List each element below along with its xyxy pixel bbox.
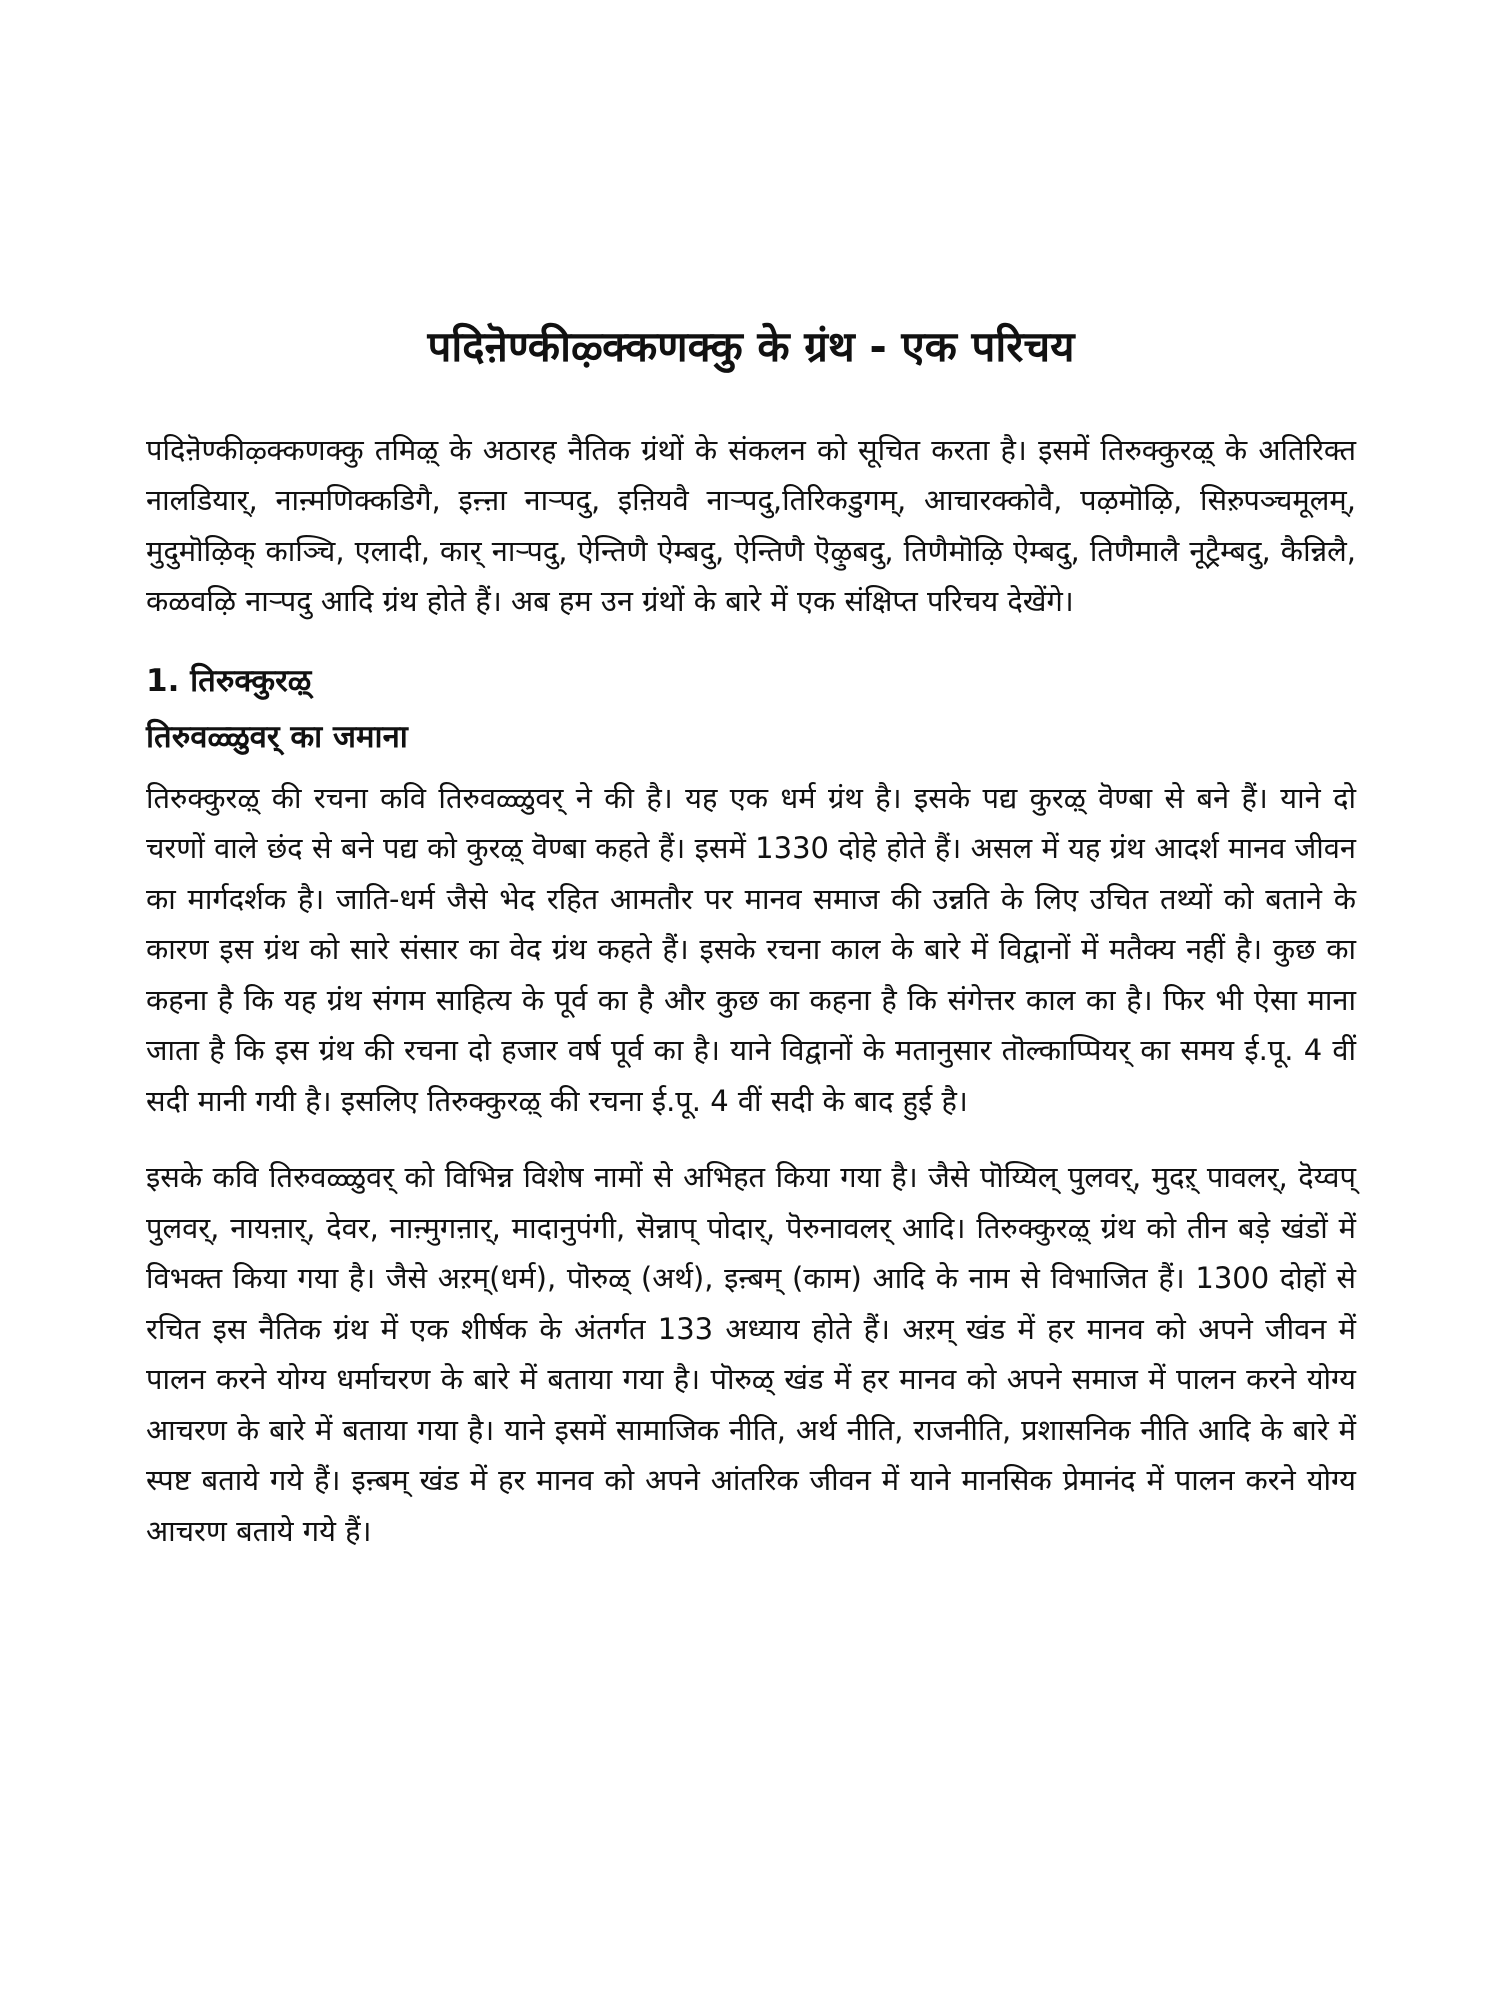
page-title: पदिऩॆण्कीऴ्क्कणक्कु के ग्रंथ - एक परिचय <box>427 322 1075 371</box>
body-paragraph-1: तिरुक्कुरऴ् की रचना कवि तिरुवळ्ळुवर् ने की है। यह एक धर्म ग्रंथ है। इसके पद्य कुरऴ् वॆण्बा से बने हैं। याने दो चरणों वाले छंद से बने पद्य को कुरऴ् वॆण्बा कहते हैं। इसमें 1330 दोहे होते हैं। असल में यह ग्रंथ आदर्श मानव जीवन का मार्गदर्शक है। जाति-धर्म जैसे भेद रहित आमतौर पर मानव समाज की उन्नति के लिए उचित तथ्यों को बताने के कारण इस ग्रंथ को सारे संसार का वेद ग्रंथ कहते हैं। इसके रचना काल के बारे में विद्वानों में मतैक्य नहीं है। कुछ का कहना है कि यह ग्रंथ संगम साहित्य के पूर्व का है और कुछ का कहना है कि संगेत्तर काल का है। फिर भी ऐसा माना जाता है कि इस ग्रंथ की रचना दो हजार वर्ष पूर्व का है। याने विद्वानों के मतानुसार तॊल्काप्पियर् का समय ई.पू. 4 वीं सदी मानी गयी है। इसलिए तिरुक्कुरऴ् की रचना ई.पू. 4 वीं सदी के बाद हुई है। <box>146 780 1356 1118</box>
document-page <box>146 320 1356 1556</box>
section-heading: 1. तिरुक्कुरऴ् <box>146 662 312 699</box>
section-subheading: तिरुवळ्ळुवर् का जमाना <box>146 718 408 755</box>
intro-paragraph: पदिऩॆण्कीऴ्क्कणक्कु तमिऴ् के अठारह नैतिक ग्रंथों के संकलन को सूचित करता है। इसमें तिरुक्कुरऴ् के अतिरिक्त नालडियार्, नाऩ्मणिक्कडिगै, इऩ्ऩा नाऱ्पदु, इऩियवै नाऱ्पदु,तिरिकडुगम्, आचारक्कोवै, पऴमॊऴि, सिऱुपञ्चमूलम्, मुदुमॊऴिक् काञ्चि, एलादी, कार् नाऱ्पदु, ऐन्तिणै ऐम्बदु, ऐन्तिणै ऎऴुबदु, तिणैमॊऴि ऐम्बदु, तिणैमालै नूट्रैम्बदु, कैन्निलै, कळवऴि नाऱ्पदु आदि ग्रंथ होते हैं। अब हम उन ग्रंथों के बारे में एक संक्षिप्त परिचय देखेंगे। <box>146 432 1356 619</box>
body-paragraph-2: इसके कवि तिरुवळ्ळुवर् को विभिन्न विशेष नामों से अभिहत किया गया है। जैसे पॊय्यिल् पुलवर्, मुदऱ् पावलर्, दॆय्वप् पुलवर्, नायऩार्, देवर, नाऩ्मुगऩार्, मादानुपंगी, सॆन्नाप् पोदार्, पॆरुनावलर् आदि। तिरुक्कुरऴ् ग्रंथ को तीन बड़े खंडों में विभक्त किया गया है। जैसे अऱम्(धर्म), पॊरुळ् (अर्थ), इऩ्बम् (काम) आदि के नाम से विभाजित हैं। 1300 दोहों से रचित इस नैतिक ग्रंथ में एक शीर्षक के अंतर्गत 133 अध्याय होते हैं। अऱम् खंड में हर मानव को अपने जीवन में पालन करने योग्य धर्माचरण के बारे में बताया गया है। पॊरुळ् खंड में हर मानव को अपने समाज में पालन करने योग्य आचरण के बारे में बताया गया है। याने इसमें सामाजिक नीति, अर्थ नीति, राजनीति, प्रशासनिक नीति आदि के बारे में स्पष्ट बताये गये हैं। इऩ्बम् खंड में हर मानव को अपने आंतरिक जीवन में याने मानसिक प्रेमानंद में पालन करने योग्य आचरण बताये गये हैं। <box>146 1160 1357 1548</box>
